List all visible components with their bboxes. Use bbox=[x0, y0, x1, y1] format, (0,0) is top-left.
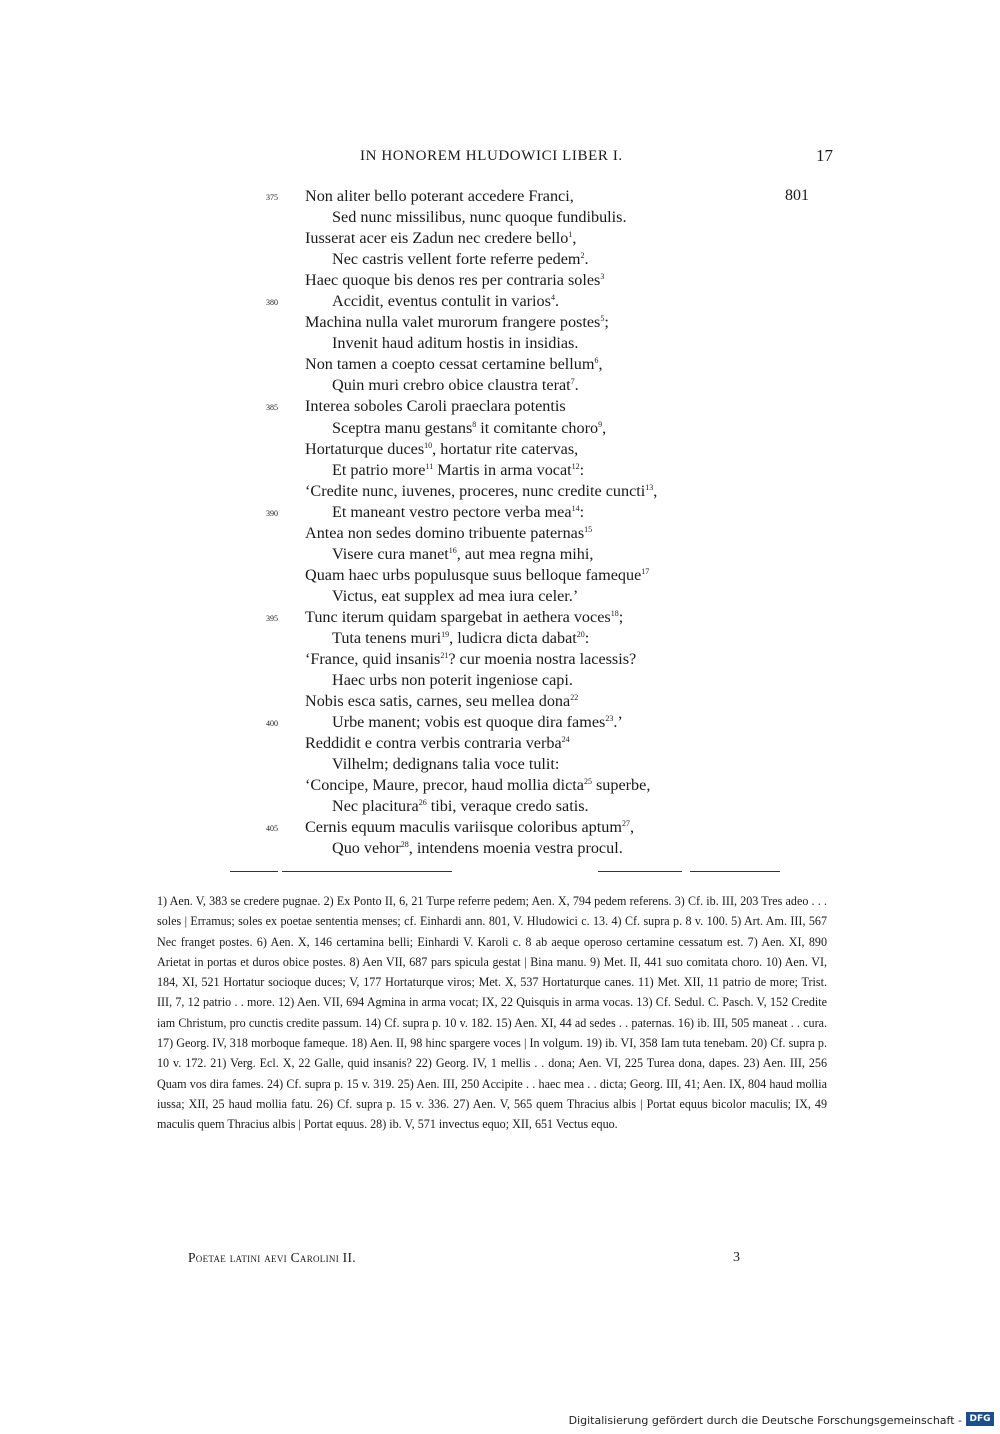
verse-text bbox=[305, 691, 578, 712]
footnote-ref: 1 bbox=[568, 230, 573, 240]
verse-continuation: , bbox=[629, 818, 634, 837]
verse-text bbox=[305, 312, 609, 333]
footnote-ref: 12 bbox=[571, 461, 580, 471]
footnote-ref: 21 bbox=[440, 651, 449, 661]
year-marginal: 801 bbox=[785, 187, 809, 204]
verse-continuation: superbe, bbox=[591, 776, 651, 795]
running-title: IN HONOREM HLUDOWICI LIBER I. bbox=[360, 148, 623, 164]
verse-main: Vilhelm; dedignans talia voce tulit: bbox=[332, 755, 560, 774]
verse-text bbox=[305, 733, 570, 754]
footnote-ref: 28 bbox=[400, 840, 409, 850]
footnote-ref: 17 bbox=[641, 566, 650, 576]
footnote-ref: 27 bbox=[621, 819, 630, 829]
footnote-ref: 24 bbox=[561, 735, 570, 745]
verse-main: ‘France, quid insanis bbox=[305, 650, 441, 669]
verse-line bbox=[0, 586, 1000, 607]
verse-line-number: 405 bbox=[266, 824, 278, 834]
rule-left-short bbox=[230, 871, 278, 872]
verse-text bbox=[332, 796, 589, 817]
verse-line bbox=[0, 733, 1000, 754]
verse-main: Nec placitura bbox=[332, 797, 419, 816]
verse-main: Nec castris vellent forte referre pedem bbox=[332, 250, 581, 269]
verse-text bbox=[332, 586, 578, 607]
verse-line bbox=[0, 481, 1000, 502]
verse-line-number: 385 bbox=[266, 403, 278, 413]
verse-main: Tuta tenens muri bbox=[332, 628, 442, 647]
verse-text bbox=[305, 228, 576, 249]
verse-continuation: : bbox=[579, 502, 585, 521]
footnotes bbox=[157, 891, 827, 1135]
verse-line bbox=[0, 712, 1000, 733]
verse-continuation: : bbox=[584, 628, 590, 647]
footnote-ref: 14 bbox=[571, 503, 580, 513]
verse-line bbox=[0, 607, 1000, 628]
footnote-ref: 6 bbox=[594, 356, 599, 366]
verse-line bbox=[0, 817, 1000, 838]
verse-main: Haec quoque bis denos res per contraria soles bbox=[305, 271, 601, 290]
verse-continuation: it comitante choro bbox=[476, 418, 599, 437]
footnote-ref: 11 bbox=[425, 461, 434, 471]
verse-text bbox=[305, 565, 649, 586]
verse-line bbox=[0, 207, 1000, 228]
verse-line bbox=[0, 628, 1000, 649]
verse-line bbox=[0, 502, 1000, 523]
verse-continuation: ; bbox=[604, 313, 609, 332]
footnote-ref: 18 bbox=[610, 608, 619, 618]
verse-main: Reddidit e contra verbis contraria verba bbox=[305, 734, 562, 753]
verse-line bbox=[0, 775, 1000, 796]
verse-continuation: , bbox=[598, 355, 603, 374]
verse-continuation: , bbox=[653, 481, 658, 500]
verse-line-number: 400 bbox=[266, 719, 278, 729]
verse-text bbox=[332, 712, 623, 733]
verse-main: Interea soboles Caroli praeclara potentis bbox=[305, 397, 566, 416]
verse-line bbox=[0, 754, 1000, 775]
running-head bbox=[0, 148, 1000, 172]
footnote-ref: 8 bbox=[472, 419, 477, 429]
footnote-ref: 4 bbox=[550, 293, 555, 303]
footnote-ref: 22 bbox=[570, 693, 579, 703]
poem bbox=[0, 186, 1000, 860]
verse-main: Accidit, eventus contulit in varios bbox=[332, 292, 551, 311]
verse-text bbox=[332, 670, 573, 691]
verse-line bbox=[0, 186, 1000, 207]
footnote-ref: 15 bbox=[584, 524, 593, 534]
verse-line bbox=[0, 333, 1000, 354]
verse-line bbox=[0, 375, 1000, 396]
verse-continuation: .’ bbox=[613, 713, 623, 732]
verse-text bbox=[332, 838, 623, 859]
rule-left bbox=[282, 871, 452, 872]
footnote-ref: 25 bbox=[583, 777, 592, 787]
verse-text bbox=[332, 460, 584, 481]
verse-main: Invenit haud aditum hostis in insidias. bbox=[332, 334, 579, 353]
verse-text bbox=[332, 333, 578, 354]
page-number: 17 bbox=[816, 146, 833, 165]
footnote-ref: 23 bbox=[605, 714, 614, 724]
verse-continuation: , intendens moenia vestra procul. bbox=[408, 839, 623, 858]
verse-text bbox=[305, 523, 592, 544]
verse-line bbox=[0, 565, 1000, 586]
footnote-ref: 26 bbox=[418, 798, 427, 808]
verse-main: Non tamen a coepto cessat certamine bellum bbox=[305, 355, 595, 374]
verse-main: ‘Credite nunc, iuvenes, proceres, nunc credite cuncti bbox=[305, 481, 646, 500]
footnote-text: 1) Aen. V, 383 se credere pugnae. 2) Ex Ponto II, 6, 21 Turpe referre pedem; Aen. X, 794 pedem referens. 3) Cf. ib. III, 203 Tres adeo . . . soles | Erramus; soles ex poetae sententia menses; cf. Einhardi ann. 801, V. Hludowici c. 13. 4) Cf. supra p. 8 v. 100. 5) Art. Am. III, 567 Nec franget postes. 6) Aen. X, 146 certamina belli; Einhardi V. Karoli c. 8 ab aeque operoso certamine cessatum est. 7) Aen. XI, 890 Arietat in portas et duros obice postes. 8) Aen VII, 687 pars spicula gestat | Bina manu. 9) Met. II, 441 suo comitata choro. 10) Aen. VI, 184, XI, 521 Hortatur socioque duces; V, 177 Hortaturque viros; Met. X, 537 Hortaturque canes. 11) Met. XII, 11 patrio de more; Trist. III, 7, 12 patrio . . more. 12) Aen. VII, 694 Agmina in arma vocat; IX, 22 Quisquis in arma vocas. 13) Cf. Sedul. C. Pasch. V, 152 Credite iam Christum, pro cunctis credite passum. 14) Cf. supra p. 10 v. 182. 15) Aen. XI, 44 ad sedes . . paternas. 16) ib. III, 505 maneat . . cura. 17) Georg. IV, 318 morboque fameque. 18) Aen. II, 98 hinc spargere voces | In volgum. 19) ib. VI, 358 Iam tuta tenebam. 20) Cf. supra p. 10 v. 172. 21) Verg. Ecl. X, 22 Galle, quid insanis? 22) Georg. IV, 1 mellis . . dona; Aen. VI, 225 Turea dona, dapes. 23) Aen. III, 256 Quam vos dira fames. 24) Cf. supra p. 15 v. 319. 25) Aen. III, 250 Accipite . . haec mea . . dicta; Georg. III, 41; Aen. IX, 804 haud mollia iussa; XII, 25 haud mollia fatu. 26) Cf. supra p. 15 v. 336. 27) Aen. V, 565 quem Thracius albis | Portat equus bicolor maculis; IX, 49 maculis quem Thracius albis | Portat equus. 28) ib. V, 571 invectus equo; XII, 651 Vectus equo. bbox=[157, 894, 827, 1132]
verse-line bbox=[0, 523, 1000, 544]
verse-main: Iusserat acer eis Zadun nec credere bello bbox=[305, 229, 569, 248]
verse-main: Et maneant vestro pectore verba mea bbox=[332, 502, 572, 521]
verse-continuation: . bbox=[574, 376, 579, 395]
verse-continuation: : bbox=[579, 460, 585, 479]
verse-text bbox=[332, 207, 627, 228]
footnote-ref: 9 bbox=[598, 419, 603, 429]
verse-line bbox=[0, 291, 1000, 312]
verse-main: Machina nulla valet murorum frangere postes bbox=[305, 313, 601, 332]
verse-line-number: 375 bbox=[266, 193, 278, 202]
verse-line bbox=[0, 396, 1000, 417]
verse-text bbox=[332, 628, 589, 649]
verse-continuation: , bbox=[602, 418, 607, 437]
verse-text bbox=[332, 418, 606, 439]
verse-text bbox=[305, 817, 634, 838]
footnote-ref: 19 bbox=[441, 629, 450, 639]
signature-line: Poetae latini aevi Carolini II. bbox=[188, 1250, 356, 1265]
verse-main: Sceptra manu gestans bbox=[332, 418, 473, 437]
verse-main: Tunc iterum quidam spargebat in aethera voces bbox=[305, 607, 611, 626]
verse-main: Quo vehor bbox=[332, 839, 401, 858]
verse-line bbox=[0, 649, 1000, 670]
footnote-ref: 3 bbox=[600, 272, 605, 282]
verse-continuation: tibi, veraque credo satis. bbox=[426, 797, 589, 816]
verse-line bbox=[0, 838, 1000, 859]
verse-main: Nobis esca satis, carnes, seu mellea dona bbox=[305, 692, 571, 711]
verse-line-number: 390 bbox=[266, 508, 278, 518]
verse-main: Urbe manent; vobis est quoque dira fames bbox=[332, 713, 606, 732]
verse-line bbox=[0, 312, 1000, 333]
verse-line-number: 395 bbox=[266, 613, 278, 623]
funding-note: Digitalisierung gefördert durch die Deutsche Forschungsgemeinschaft - bbox=[568, 1414, 962, 1427]
verse-text bbox=[332, 375, 579, 396]
verse-line-number: 380 bbox=[266, 298, 278, 308]
verse-text bbox=[332, 754, 559, 775]
verse-main: Visere cura manet bbox=[332, 544, 449, 563]
verse-text bbox=[305, 354, 603, 375]
verse-text bbox=[332, 502, 584, 523]
verse-main: ‘Concipe, Maure, precor, haud mollia dicta bbox=[305, 776, 584, 795]
verse-line bbox=[0, 249, 1000, 270]
verse-main: Et patrio more bbox=[332, 460, 426, 479]
verse-continuation: , aut mea regna mihi, bbox=[456, 544, 594, 563]
rule-right bbox=[598, 871, 682, 872]
verse-line bbox=[0, 354, 1000, 375]
footnote-ref: 7 bbox=[570, 377, 575, 387]
verse-continuation: , bbox=[572, 229, 577, 248]
footnote-ref: 10 bbox=[424, 440, 433, 450]
verse-main: Cernis equum maculis variisque coloribus aptum bbox=[305, 818, 622, 837]
verse-main: Haec urbs non poterit ingeniose capi. bbox=[332, 671, 573, 690]
verse-text bbox=[305, 270, 604, 291]
verse-main: Sed nunc missilibus, nunc quoque fundibulis. bbox=[332, 208, 627, 227]
verse-line bbox=[0, 544, 1000, 565]
verse-text bbox=[305, 481, 657, 502]
verse-main: Quam haec urbs populusque suus belloque fameque bbox=[305, 565, 642, 584]
verse-continuation: , hortatur rite catervas, bbox=[432, 439, 579, 458]
verse-line bbox=[0, 691, 1000, 712]
verse-line bbox=[0, 228, 1000, 249]
footnote-ref: 5 bbox=[600, 314, 605, 324]
verse-text bbox=[305, 775, 650, 796]
verse-text bbox=[305, 439, 578, 460]
verse-continuation: , ludicra dicta dabat bbox=[449, 628, 577, 647]
footnote-ref: 20 bbox=[576, 629, 585, 639]
verse-text bbox=[332, 544, 593, 565]
verse-main: Non aliter bello poterant accedere Franci, bbox=[305, 187, 574, 205]
verse-line bbox=[0, 418, 1000, 439]
verse-text bbox=[305, 607, 623, 628]
verse-main: Antea non sedes domino tribuente paternas bbox=[305, 523, 585, 542]
verse-continuation: Martis in arma vocat bbox=[433, 460, 572, 479]
verse-text bbox=[332, 291, 559, 312]
verse-line bbox=[0, 796, 1000, 817]
footnote-ref: 13 bbox=[645, 482, 654, 492]
verse-line bbox=[0, 670, 1000, 691]
verse-line bbox=[0, 460, 1000, 481]
verse-line bbox=[0, 439, 1000, 460]
verse-continuation: ; bbox=[618, 607, 624, 626]
verse-main: Hortaturque duces bbox=[305, 439, 425, 458]
verse-text bbox=[305, 649, 636, 670]
signature-number: 3 bbox=[733, 1250, 740, 1265]
dfg-logo-icon: DFG bbox=[966, 1412, 994, 1426]
rule-right-long bbox=[690, 871, 780, 872]
verse-continuation: . bbox=[584, 250, 589, 269]
verse-main: Quin muri crebro obice claustra terat bbox=[332, 376, 571, 395]
verse-line bbox=[0, 270, 1000, 291]
verse-continuation: . bbox=[554, 292, 559, 311]
verse-text bbox=[332, 249, 589, 270]
verse-main: Victus, eat supplex ad mea iura celer.’ bbox=[332, 586, 579, 605]
verse-continuation: ? cur moenia nostra lacessis? bbox=[448, 650, 637, 669]
verse-text bbox=[305, 186, 574, 207]
verse-text bbox=[305, 396, 566, 417]
footnote-ref: 16 bbox=[448, 545, 457, 555]
footnote-ref: 2 bbox=[580, 251, 585, 261]
